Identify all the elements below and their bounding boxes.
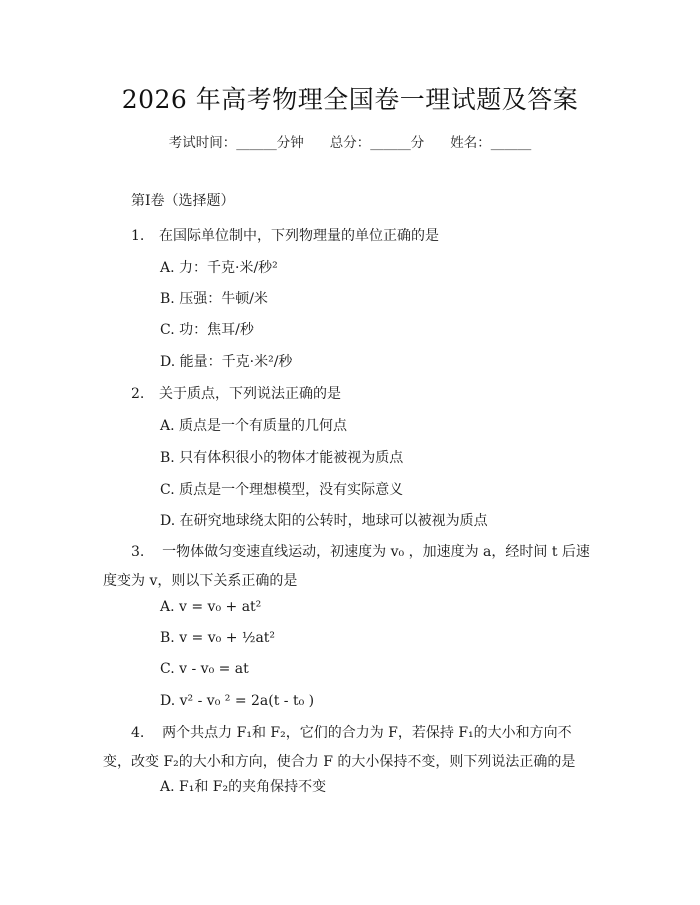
option-3a: A. v = v₀ + at² [160, 599, 262, 615]
question-3 [103, 538, 593, 596]
option-2b: B. 只有体积很小的物体才能被视为质点 [160, 450, 404, 466]
question-number: 1. [131, 228, 145, 244]
question-text: 关于质点，下列说法正确的是 [159, 386, 341, 402]
option-1a: A. 力：千克·米/秒² [160, 260, 278, 276]
option-2d: D. 在研究地球绕太阳的公转时，地球可以被视为质点 [160, 513, 488, 529]
option-2a: A. 质点是一个有质量的几何点 [160, 418, 348, 434]
exam-time-field: 考试时间：______分钟 [168, 135, 304, 151]
question-text: 在国际单位制中，下列物理量的单位正确的是 [159, 228, 439, 244]
option-3c: C. v - v₀ = at [160, 661, 249, 677]
page-title: 2026 年高考物理全国卷一理试题及答案 [121, 85, 579, 114]
question-text: 一物体做匀变速直线运动，初速度为 v₀ ，加速度为 a，经时间 t 后速度变为 v，则以下关系正确的是 [103, 544, 590, 589]
total-score-field: 总分：______分 [329, 135, 425, 151]
question-4 [103, 719, 593, 777]
name-field: 姓名：______ [450, 135, 532, 151]
exam-meta [0, 131, 700, 151]
option-3b: B. v = v₀ + ½at² [160, 630, 276, 646]
option-1c: C. 功：焦耳/秒 [160, 322, 254, 338]
option-2c: C. 质点是一个理想模型，没有实际意义 [160, 482, 404, 498]
option-3d: D. v² - v₀ ² = 2a(t - t₀ ) [160, 693, 315, 709]
question-text: 两个共点力 F₁和 F₂，它们的合力为 F，若保持 F₁的大小和方向不变，改变 F₂的大小和方向，使合力 F 的大小保持不变，则下列说法正确的是 [103, 725, 576, 770]
section-heading: 第Ⅰ卷（选择题） [131, 193, 235, 209]
option-1d: D. 能量：千克·米²/秒 [160, 354, 293, 370]
question-2 [131, 385, 341, 403]
question-number: 3. [131, 544, 145, 560]
question-number: 2. [131, 386, 145, 402]
option-1b: B. 压强：牛顿/米 [160, 291, 268, 307]
question-1 [131, 227, 439, 245]
question-number: 4. [131, 725, 145, 741]
option-4a: A. F₁和 F₂的夹角保持不变 [160, 779, 327, 795]
